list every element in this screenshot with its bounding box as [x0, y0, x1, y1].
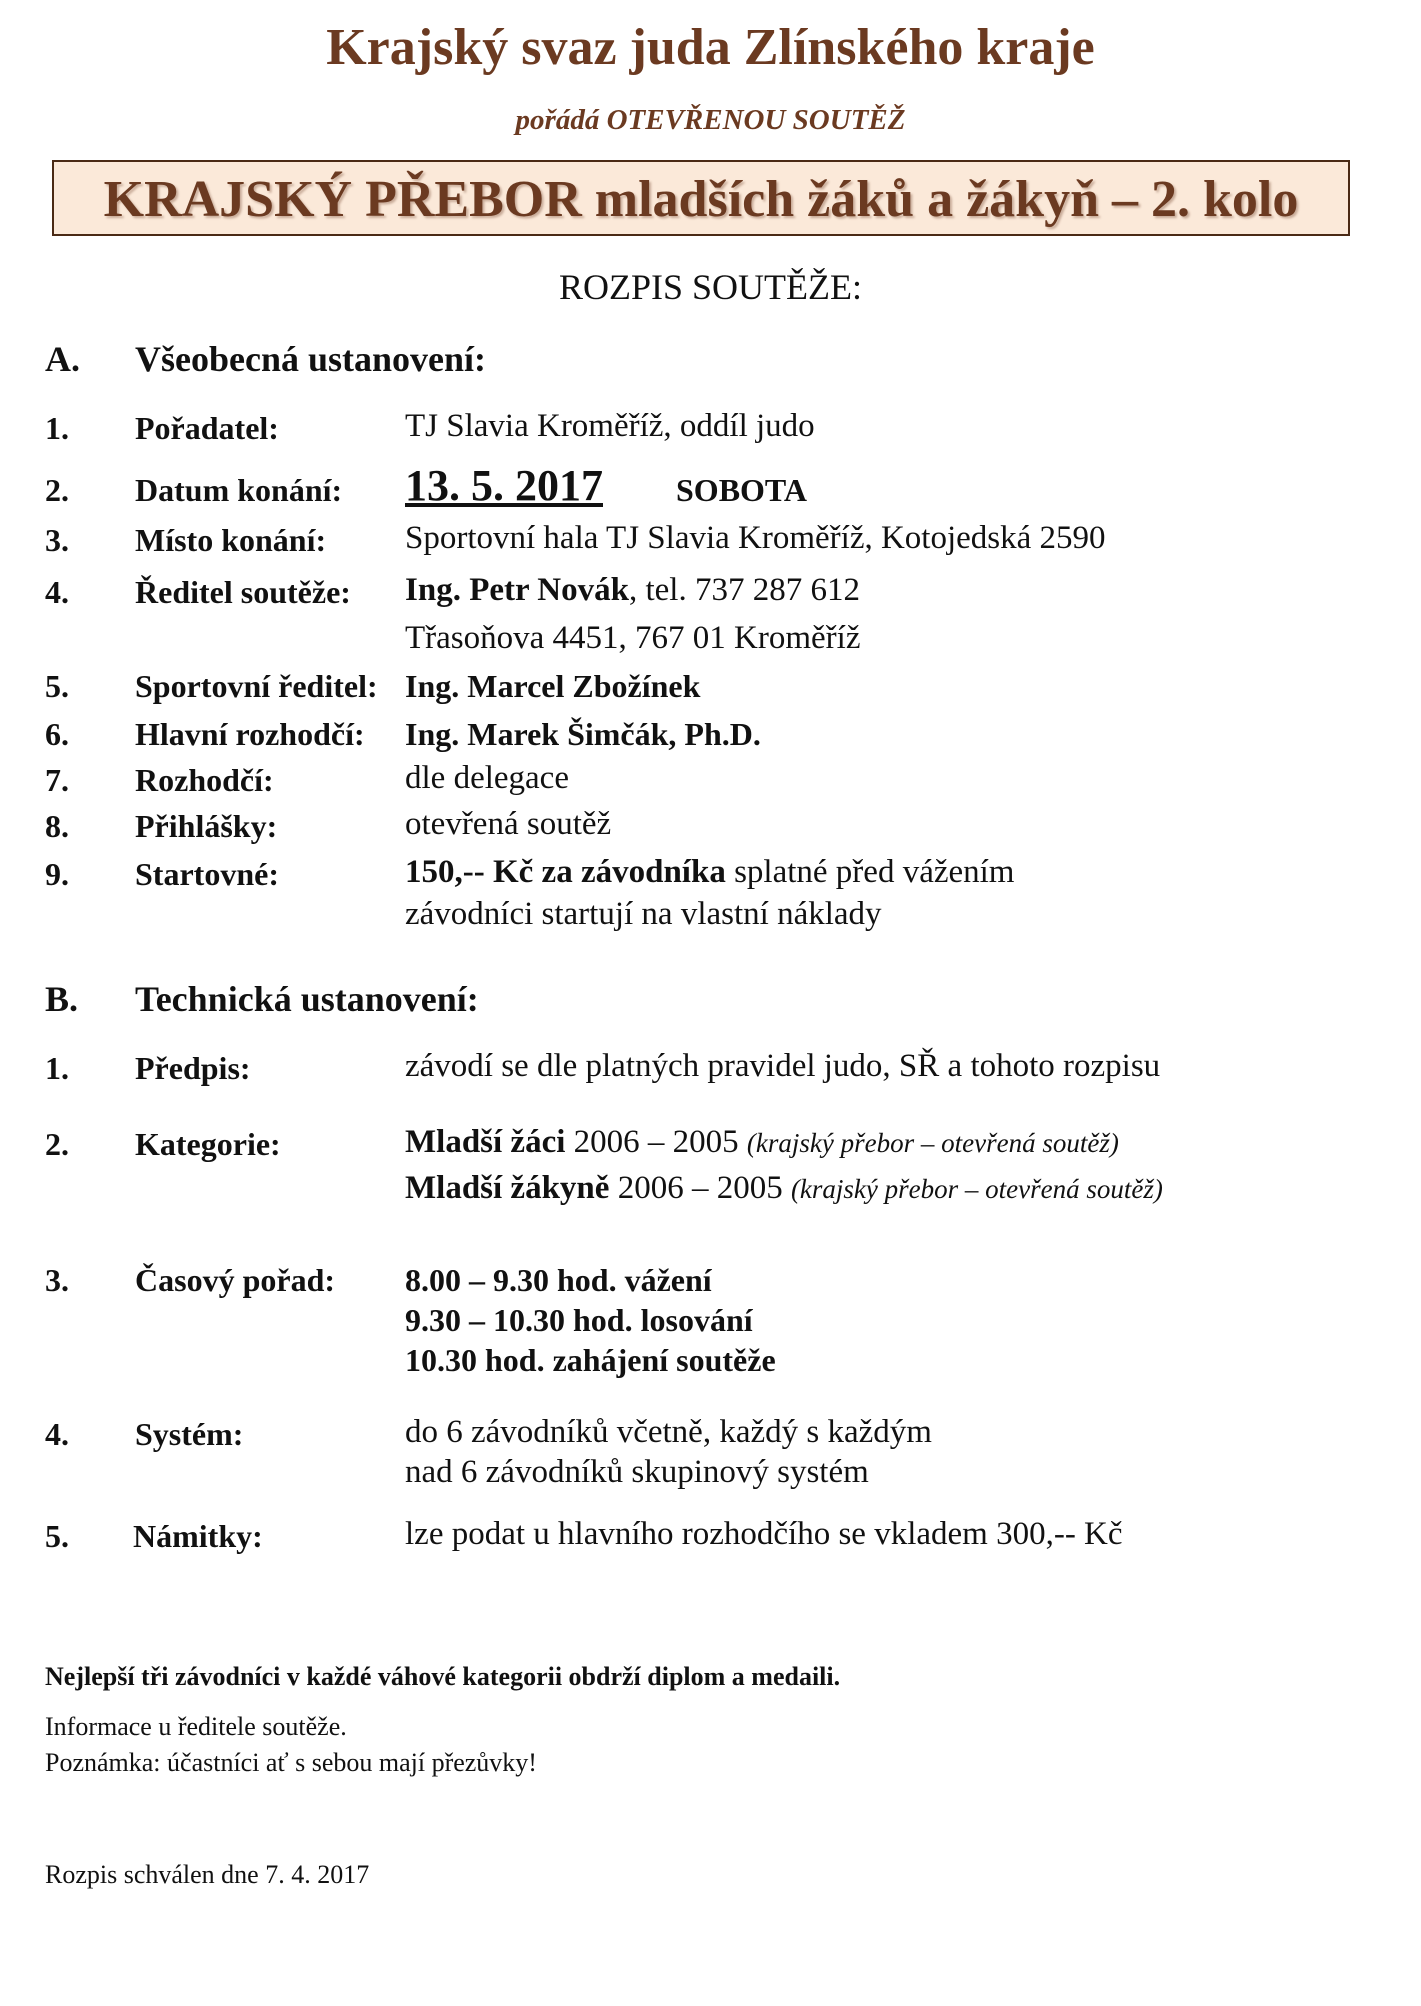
event-banner — [52, 160, 1350, 236]
b3-number: 3. — [45, 1262, 69, 1298]
a1-number: 1. — [45, 410, 69, 446]
a4-address: Třasoňova 4451, 767 01 Kroměříž — [405, 620, 861, 656]
a7-label: Rozhodčí: — [135, 762, 274, 798]
a8-label: Přihlášky: — [135, 808, 278, 844]
a9-number: 9. — [45, 856, 69, 892]
b5-number: 5. — [45, 1518, 69, 1554]
section-b-letter: B. — [45, 979, 79, 1019]
b2-label: Kategorie: — [135, 1126, 281, 1162]
a9-label: Startovné: — [135, 856, 279, 892]
a2-day: SOBOTA — [676, 472, 807, 508]
a1-label: Pořadatel: — [135, 410, 279, 446]
b2-category-girls — [405, 1170, 1163, 1207]
banner-rest: mladších žáků a žákyň – 2. kolo — [581, 171, 1299, 228]
a4-value — [405, 572, 860, 609]
b3-schedule-draw: 9.30 – 10.30 hod. losování — [405, 1302, 753, 1338]
b5-value: lze podat u hlavního rozhodčího se vkladem 300,-- Kč — [405, 1516, 1123, 1552]
b2-girls-years: 2006 – 2005 — [609, 1170, 791, 1206]
a8-value: otevřená soutěž — [405, 806, 612, 842]
a2-date: 13. 5. 2017 — [405, 461, 603, 510]
shoes-note: Poznámka: účastníci ať s sebou mají přezůvky! — [45, 1748, 537, 1777]
section-b-title: Technická ustanovení: — [135, 979, 479, 1019]
a3-number: 3. — [45, 522, 69, 558]
banner-bold: KRAJSKÝ PŘEBOR — [103, 171, 582, 228]
medals-note: Nejlepší tři závodníci v každé váhové kategorii obdrží diplom a medaili. — [45, 1662, 841, 1691]
a2-label: Datum konání: — [135, 472, 343, 508]
a7-number: 7. — [45, 762, 69, 798]
section-a-letter: A. — [45, 339, 80, 379]
a4-director-name: Ing. Petr Novák — [405, 572, 629, 608]
a9-fee: 150,-- Kč za závodníka — [405, 854, 726, 890]
a6-value: Ing. Marek Šimčák, Ph.D. — [405, 716, 761, 752]
b2-boys-note: (krajský přebor – otevřená soutěž) — [746, 1128, 1119, 1158]
b3-schedule-weighing: 8.00 – 9.30 hod. vážení — [405, 1262, 712, 1298]
b2-girls-note: (krajský přebor – otevřená soutěž) — [790, 1174, 1163, 1204]
a1-value: TJ Slavia Kroměříž, oddíl judo — [405, 408, 815, 444]
a7-value: dle delegace — [405, 760, 569, 796]
a4-phone: , tel. 737 287 612 — [628, 572, 860, 608]
b4-number: 4. — [45, 1416, 69, 1452]
info-note: Informace u ředitele soutěže. — [45, 1712, 347, 1741]
document-title: Krajský svaz juda Zlínského kraje — [326, 19, 1095, 76]
b2-number: 2. — [45, 1126, 69, 1162]
b3-schedule-start: 10.30 hod. zahájení soutěže — [405, 1342, 776, 1378]
b2-boys-years: 2006 – 2005 — [565, 1124, 747, 1160]
b2-boys-name: Mladší žáci — [405, 1124, 566, 1160]
a5-label: Sportovní ředitel: — [135, 668, 378, 704]
section-a-title: Všeobecná ustanovení: — [135, 339, 487, 379]
a8-number: 8. — [45, 808, 69, 844]
a5-value: Ing. Marcel Zbožínek — [405, 668, 701, 704]
rozpis-heading: ROZPIS SOUTĚŽE: — [558, 267, 862, 307]
a3-label: Místo konání: — [135, 522, 327, 558]
b2-girls-name: Mladší žákyně — [405, 1170, 610, 1206]
a4-number: 4. — [45, 574, 69, 610]
approval-date: Rozpis schválen dne 7. 4. 2017 — [45, 1860, 370, 1889]
b1-label: Předpis: — [135, 1050, 251, 1086]
b5-label: Námitky: — [133, 1518, 263, 1554]
event-banner-text — [54, 170, 1348, 229]
a3-value: Sportovní hala TJ Slavia Kroměříž, Kotojedská 2590 — [405, 520, 1106, 556]
b4-system-line1: do 6 závodníků včetně, každý s každým — [405, 1414, 932, 1450]
a9-value — [405, 854, 1014, 891]
b4-label: Systém: — [135, 1416, 244, 1452]
b2-category-boys — [405, 1124, 1119, 1161]
document-subtitle: pořádá OTEVŘENOU SOUTĚŽ — [515, 104, 906, 136]
b4-system-line2: nad 6 závodníků skupinový systém — [405, 1454, 869, 1490]
a2-number: 2. — [45, 472, 69, 508]
b1-number: 1. — [45, 1050, 69, 1086]
a9-fee-note: splatné před vážením — [725, 854, 1015, 890]
a4-label: Ředitel soutěže: — [135, 574, 351, 610]
b3-label: Časový pořad: — [135, 1262, 336, 1298]
a6-label: Hlavní rozhodčí: — [135, 716, 365, 752]
a6-number: 6. — [45, 716, 69, 752]
a5-number: 5. — [45, 668, 69, 704]
a9-costs-note: závodníci startují na vlastní náklady — [405, 896, 882, 932]
b1-value: závodí se dle platných pravidel judo, SŘ a tohoto rozpisu — [405, 1048, 1161, 1084]
